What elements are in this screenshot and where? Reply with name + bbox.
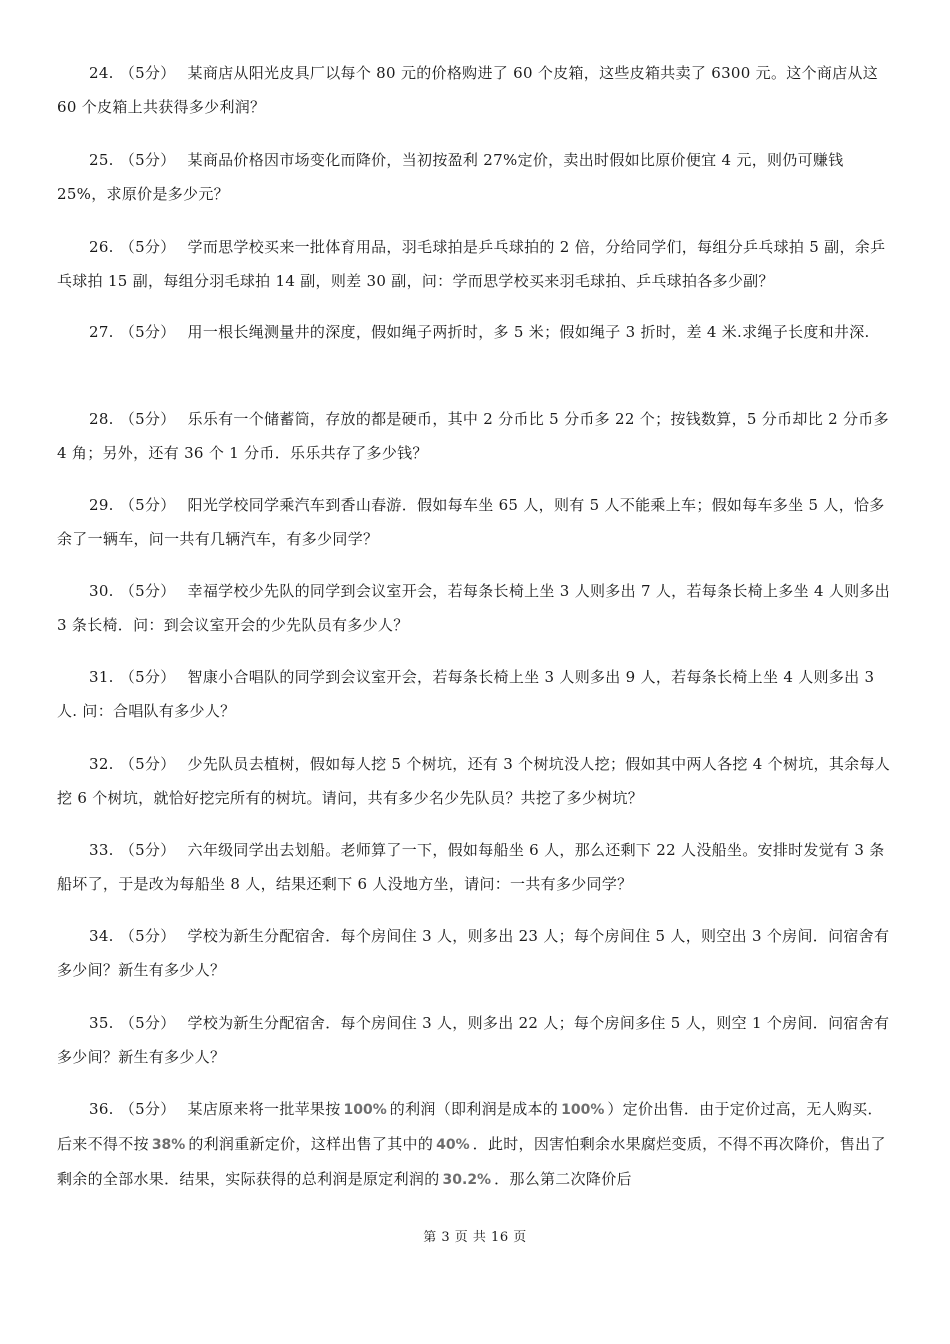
question-text: 的利润（即利润是成本的 — [389, 1100, 559, 1118]
question-score: （5分） — [119, 323, 176, 341]
question-text: 某店原来将一批苹果按 — [187, 1100, 341, 1118]
question-text: ．此时，因害怕剩余水果腐烂变质，不得不再次降价，售出了剩余的全部水果．结果，实际获得的总利润是原定利润的 — [57, 1135, 886, 1188]
question-32 — [57, 747, 895, 815]
question-text: 阳光学校同学乘汽车到香山春游．假如每车坐 65 人，则有 5 人不能乘上车；假如每车多坐 5 人，恰多余了一辆车，问一共有几辆汽车，有多少同学？ — [57, 496, 885, 548]
question-score: （5分） — [119, 64, 176, 82]
question-score: （5分） — [119, 496, 176, 514]
question-text: 的利润重新定价，这样出售了其中的 — [188, 1135, 434, 1153]
question-30 — [57, 574, 895, 642]
formula-value: 100% — [343, 1102, 387, 1118]
question-27 — [57, 315, 895, 349]
question-31 — [57, 660, 895, 728]
question-number: 26. — [89, 238, 114, 256]
question-number: 29. — [89, 496, 114, 514]
question-number: 27. — [89, 323, 114, 341]
question-29 — [57, 488, 895, 556]
question-score: （5分） — [119, 1100, 176, 1118]
question-text: 乐乐有一个储蓄筒，存放的都是硬币，其中 2 分币比 5 分币多 22 个；按钱数算，5 分币却比 2 分币多 4 角；另外，还有 36 个 1 分币．乐乐共存了多少钱？ — [57, 410, 889, 462]
question-28 — [57, 402, 895, 470]
question-score: （5分） — [119, 582, 176, 600]
question-25 — [57, 143, 895, 211]
question-number: 30. — [89, 582, 114, 600]
question-text: ）定价出售．由于定价过高，无人购买．后来不得不按 — [57, 1100, 883, 1153]
question-number: 32. — [89, 755, 114, 773]
question-score: （5分） — [119, 841, 176, 859]
question-34 — [57, 919, 895, 987]
question-text: 用一根长绳测量井的深度，假如绳子两折时，多 5 米；假如绳子 3 折时，差 4 米.求绳子长度和井深. — [187, 323, 870, 341]
page-footer: 第 3 页 共 16 页 — [423, 1230, 527, 1245]
question-text: 某商品价格因市场变化而降价，当初按盈利 27%定价，卖出时假如比原价便宜 4 元，则仍可赚钱 25%，求原价是多少元？ — [57, 151, 844, 203]
question-number: 25. — [89, 151, 114, 169]
question-text: 智康小合唱队的同学到会议室开会，若每条长椅上坐 3 人则多出 9 人，若每条长椅上坐 4 人则多出 3 人. 问：合唱队有多少人？ — [57, 668, 875, 720]
question-score: （5分） — [119, 1014, 176, 1032]
formula-value: 38% — [151, 1137, 186, 1153]
question-text: 学校为新生分配宿舍．每个房间住 3 人，则多出 23 人；每个房间住 5 人，则空出 3 个房间．问宿舍有多少间？新生有多少人？ — [57, 927, 890, 979]
question-number: 34. — [89, 927, 114, 945]
question-text: 少先队员去植树，假如每人挖 5 个树坑，还有 3 个树坑没人挖；假如其中两人各挖 4 个树坑，其余每人挖 6 个树坑，就恰好挖完所有的树坑。请问，共有多少名少先队员？共挖了多少树坑？ — [57, 755, 891, 807]
question-text: 学而思学校买来一批体育用品，羽毛球拍是乒乓球拍的 2 倍，分给同学们，每组分乒乓球拍 5 副，余乒乓球拍 15 副，每组分羽毛球拍 14 副，则差 30 副，问：学而思学校买来羽毛球拍、乒乓球拍各多少副？ — [57, 238, 886, 290]
question-number: 36. — [89, 1100, 114, 1118]
question-text: 六年级同学出去划船。老师算了一下，假如每船坐 6 人，那么还剩下 22 人没船坐。安排时发觉有 3 条船坏了，于是改为每船坐 8 人，结果还剩下 6 人没地方坐，请问：一共有多少同学？ — [57, 841, 885, 893]
formula-value: 40% — [436, 1137, 470, 1153]
question-text: 幸福学校少先队的同学到会议室开会，若每条长椅上坐 3 人则多出 7 人，若每条长椅上多坐 4 人则多出 3 条长椅．问：到会议室开会的少先队员有多少人？ — [57, 582, 891, 634]
question-score: （5分） — [119, 755, 176, 773]
question-text: ．那么第二次降价后 — [494, 1170, 632, 1188]
question-text: 某商店从阳光皮具厂以每个 80 元的价格购进了 60 个皮箱，这些皮箱共卖了 6300 元。这个商店从这 60 个皮箱上共获得多少利润？ — [57, 64, 879, 116]
question-number: 24. — [89, 64, 114, 82]
question-number: 33. — [89, 841, 114, 859]
question-number: 35. — [89, 1014, 114, 1032]
question-score: （5分） — [119, 410, 176, 428]
question-score: （5分） — [119, 238, 176, 256]
question-24 — [57, 56, 895, 124]
question-score: （5分） — [119, 151, 176, 169]
question-score: （5分） — [119, 668, 176, 686]
question-number: 28. — [89, 410, 114, 428]
formula-value: 100% — [561, 1102, 605, 1118]
question-36 — [57, 1092, 895, 1197]
question-26 — [57, 230, 895, 298]
question-33 — [57, 833, 895, 901]
question-score: （5分） — [119, 927, 176, 945]
question-text: 学校为新生分配宿舍．每个房间住 3 人，则多出 22 人；每个房间多住 5 人，则空 1 个房间．问宿舍有多少间？新生有多少人？ — [57, 1014, 890, 1066]
question-number: 31. — [89, 668, 114, 686]
question-35 — [57, 1006, 895, 1074]
formula-value: 30.2% — [442, 1172, 492, 1188]
